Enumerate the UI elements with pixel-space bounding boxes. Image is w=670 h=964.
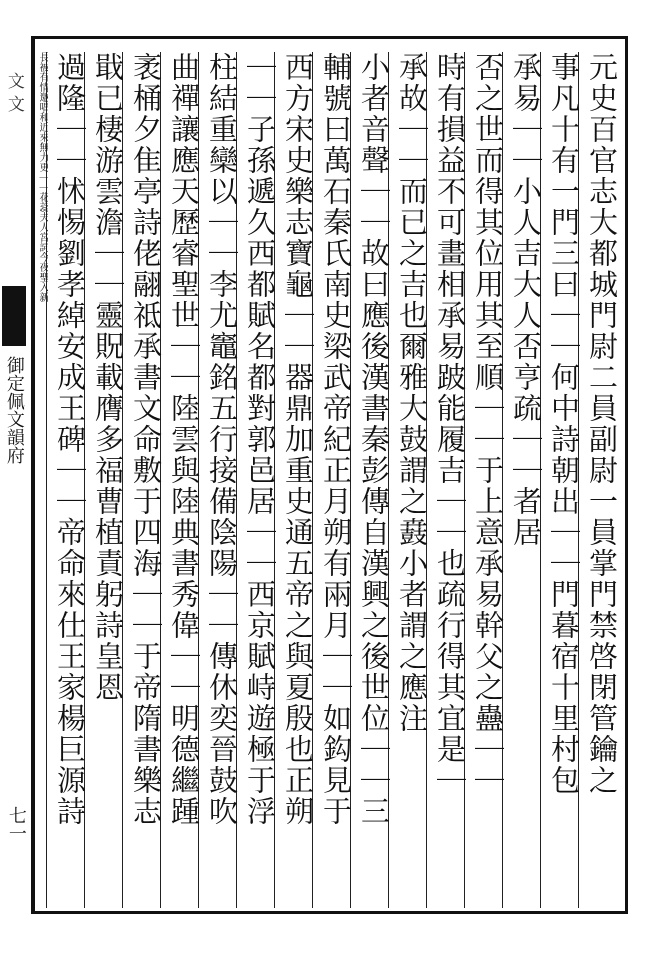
- fishtail-mark: [2, 286, 26, 346]
- text-column: 袤桶夕隹亭詩佬翮祗承書文命敷于四海｜｜于帝隋書樂志: [129, 52, 163, 827]
- spine-top-marks: 文文: [3, 72, 24, 118]
- text-column: 小者音聲｜｜故曰應後漢書秦彭傳自漢興之後世位｜｜三: [357, 52, 391, 827]
- text-column: 事凡十有一門三曰｜｜何中詩朝出｜｜門暮宿十里村包: [547, 52, 581, 796]
- text-column: 曲禪讓應天歷睿聖世｜｜陸雲與陸典書秀偉｜｜明德繼踵: [167, 52, 201, 827]
- page-number: 七一: [5, 806, 27, 842]
- text-column: 否之世而得其位用其至順｜｜于上意承易幹父之蠱｜｜: [471, 52, 505, 796]
- text-column: ｜｜子孫遞久西都賦名都對郭邑居｜｜西京賦峙遊極于浮: [243, 52, 277, 827]
- text-column: 長被有情邀唱和近來無力更｜｜花蕊夫人宮詞今夜聖入新: [37, 52, 48, 302]
- text-column: 元史百官志大都城門尉二員副尉一員掌門禁啓閉管鑰之: [585, 52, 619, 796]
- text-column: 西方宋史樂志寶龜｜｜器鼎加重史通五帝之與夏殷也正朔: [281, 52, 315, 827]
- text-column: 承故｜｜而已之吉也爾雅大鼓謂之鼖小者謂之應注: [395, 52, 429, 734]
- text-column: 時有損益不可畫相承易跛能履吉｜｜也疏行得其宜是｜: [433, 52, 467, 796]
- text-column: 戢已棲游雲澹｜｜靈貺載膺多福曹植責躬詩皇恩: [91, 52, 125, 703]
- text-column: 承易｜｜小人吉大人否亨疏｜｜者居: [509, 52, 543, 548]
- book-title: 御定佩文韻府: [3, 356, 25, 464]
- text-column: 過隆｜｜怵惕劉孝綽安成王碑｜｜帝命來仕王家楊巨源詩: [53, 52, 87, 827]
- page-margin-spine: [0, 36, 32, 914]
- text-column: 輔號曰萬石秦氏南史梁武帝紀正月朔有兩月｜｜如鈎見于: [319, 52, 353, 827]
- text-column: 柱結重欒以｜｜李尤竈銘五行接備陰陽｜｜傳休奕晉鼓吹: [205, 52, 239, 827]
